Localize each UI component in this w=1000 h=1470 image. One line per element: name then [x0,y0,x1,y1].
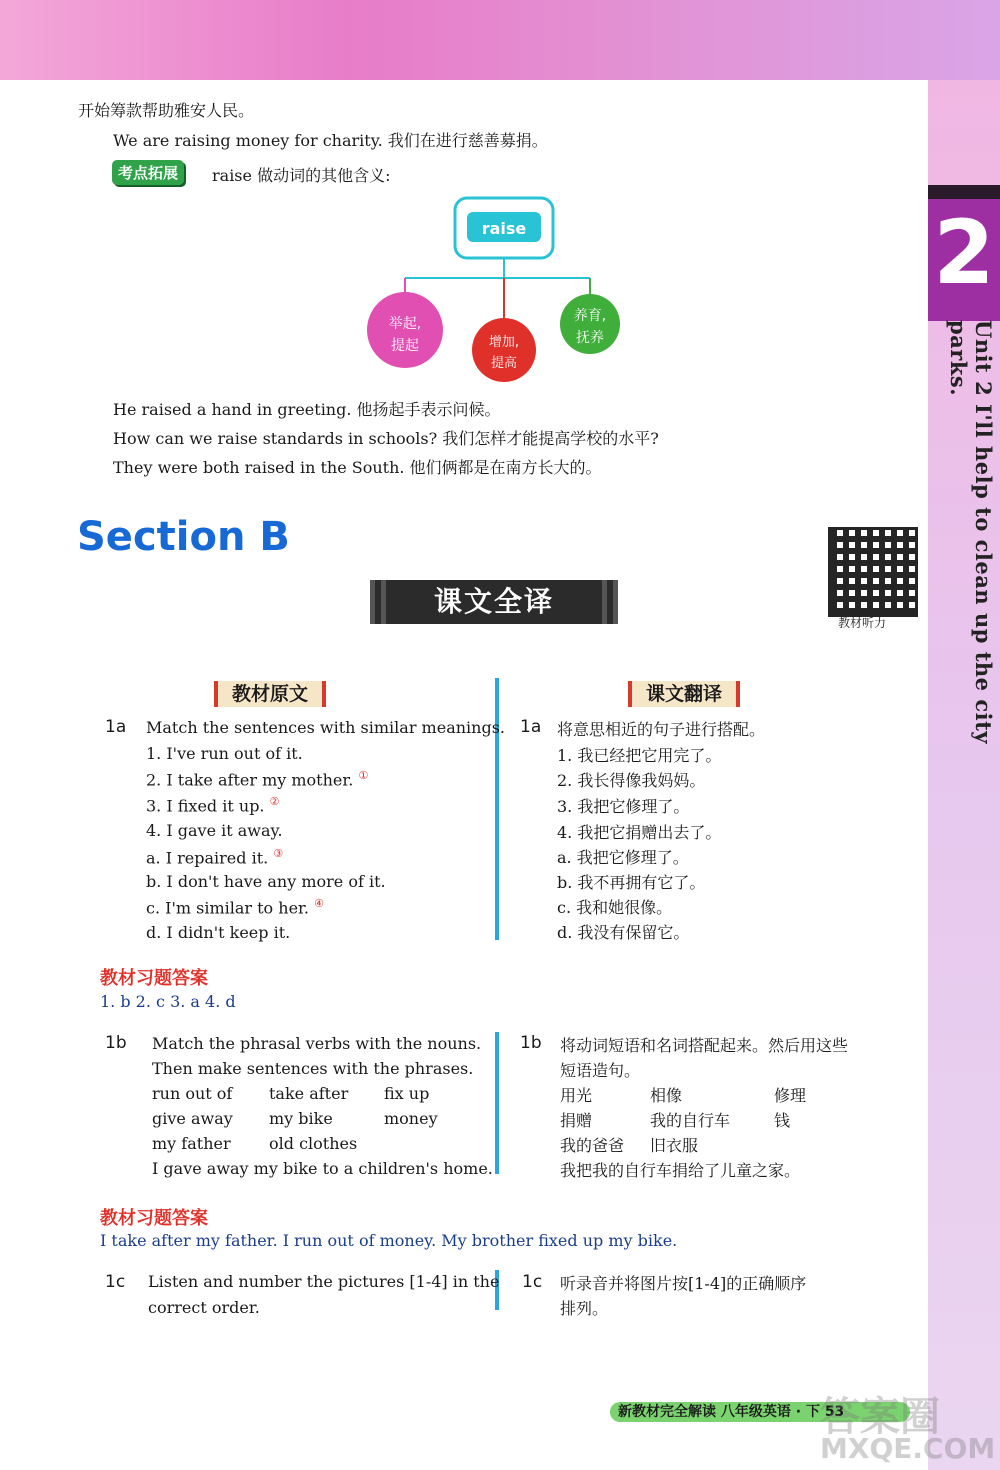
ex1a-zh-1: 1. 我已经把它用完了。 [557,746,722,765]
example-3: They were both raised in the South. 他们俩都是在南方长大的。 [113,458,602,477]
translation-heading: 课文翻译 [628,681,740,707]
ex1c-zh-2: 排列。 [560,1299,609,1318]
ex1b-en-grid-2-1: give away [152,1109,233,1128]
ex1a-en-c [146,897,324,917]
ex1b-zh-1: 将动词短语和名词搭配起来。然后用这些 [560,1036,849,1055]
column-divider-1b [495,1032,499,1174]
diagram-node-3-label-2: 抚养 [576,330,604,346]
ex1b-en-grid-1-2: take after [269,1084,349,1103]
ex1a-en-1: 1. I've run out of it. [146,744,303,763]
ex1b-zh-grid-1-2: 相像 [650,1086,683,1105]
ex1a-zh-instruction: 将意思相近的句子进行搭配。 [557,720,766,739]
ex1b-zh-grid-3-2: 旧衣服 [650,1136,699,1155]
ex1a-en-a-text: a. I repaired it. [146,848,269,868]
exercise-1c-number-zh: 1c [522,1272,543,1292]
ex1a-en-instruction: Match the sentences with similar meanings. [146,718,505,737]
ex1a-zh-2: 2. 我长得像我妈妈。 [557,771,706,790]
diagram-root-label: raise [481,219,527,238]
top-decorative-band [0,0,1000,80]
ex1b-en-example: I gave away my bike to a children's home. [152,1159,493,1178]
ex1b-zh-grid-2-2: 我的自行车 [650,1111,731,1130]
diagram-node-3-label-1: 养育, [573,308,607,324]
note-marker-4[interactable]: ④ [314,897,324,910]
note-marker-2[interactable]: ② [269,795,280,808]
diagram-node-2-label-2: 提高 [490,356,518,371]
exercise-1b-number: 1b [105,1033,127,1053]
intro-line-1: 开始筹款帮助雅安人民。 [78,101,255,120]
watermark-url: MXQE.COM [820,1432,996,1465]
ex1a-en-a [146,847,283,867]
translation-banner: 课文全译 [370,580,618,624]
diagram-node-2-label-1: 增加, [488,335,520,350]
intro-line-2: We are raising money for charity. 我们在进行慈善募捐。 [113,131,548,150]
original-text-heading: 教材原文 [214,681,326,707]
ex1c-zh-1: 听录音并将图片按[1-4]的正确顺序 [560,1274,807,1293]
ex1b-en-2: Then make sentences with the phrases. [152,1059,474,1078]
exercise-1a-number-zh: 1a [520,717,542,737]
ex1b-en-grid-3-2: old clothes [269,1134,358,1153]
ex1b-en-grid-2-3: money [384,1109,438,1128]
ex1a-zh-b: b. 我不再拥有它了。 [557,873,706,892]
ex1a-en-2-text: 2. I take after my mother. [146,770,354,790]
ex1b-zh-grid-2-3: 钱 [774,1111,791,1130]
example-2: How can we raise standards in schools? 我们怎样才能提高学校的水平? [113,429,659,448]
section-title: Section B [77,514,290,560]
ex1a-zh-c: c. 我和她很像。 [557,898,673,917]
ex1b-zh-2: 短语造句。 [560,1061,641,1080]
qr-code[interactable] [828,527,918,617]
ex1b-en-grid-1-1: run out of [152,1084,233,1103]
unit-number-tab: 2 [928,185,1000,321]
ex1b-zh-grid-1-1: 用光 [560,1086,593,1105]
badge-text: raise 做动词的其他含义: [212,166,391,185]
ex1c-en-2: correct order. [148,1298,260,1317]
ex1a-zh-d: d. 我没有保留它。 [557,923,690,942]
ex1a-en-d: d. I didn't keep it. [146,923,291,942]
diagram-node-1-label-2: 提起 [391,338,419,354]
ex1b-en-grid-3-1: my father [152,1134,231,1153]
ex1a-zh-4: 4. 我把它捐赠出去了。 [557,823,722,842]
answers-heading-1a: 教材习题答案 [100,968,208,989]
footer-book-title: 新教材完全解读 八年级英语 · 下 53 [610,1402,910,1422]
ex1b-zh-grid-1-3: 修理 [774,1086,807,1105]
diagram-node-1-label-1: 举起, [388,316,422,332]
answers-1b: I take after my father. I run out of money. My brother fixed up my bike. [100,1231,678,1250]
diagram-node-2 [472,318,536,382]
qr-label: 教材听力 [838,616,887,630]
answers-1a: 1. b 2. c 3. a 4. d [100,992,236,1011]
ex1a-en-4: 4. I gave it away. [146,821,283,840]
ex1a-en-3 [146,795,279,815]
exercise-1c-number: 1c [105,1272,126,1292]
ex1a-en-c-text: c. I'm similar to her. [146,898,310,918]
raise-diagram [355,190,655,390]
key-point-badge: 考点拓展 [112,160,184,185]
exercise-1b-number-zh: 1b [520,1033,542,1053]
ex1b-en-grid-2-2: my bike [269,1109,333,1128]
note-marker-3[interactable]: ③ [273,847,284,860]
ex1b-zh-grid-3-1: 我的爸爸 [560,1136,625,1155]
ex1c-en-1: Listen and number the pictures [1-4] in the [148,1272,500,1291]
unit-title-vertical: Unit 2 I'll help to clean up the city parks. [946,320,996,745]
ex1a-en-3-text: 3. I fixed it up. [146,796,265,816]
example-1: He raised a hand in greeting. 他扬起手表示问候。 [113,400,501,419]
ex1a-zh-3: 3. 我把它修理了。 [557,797,690,816]
ex1a-en-b: b. I don't have any more of it. [146,872,386,891]
watermark-logo: 答案圈 [820,1394,940,1440]
note-marker-1[interactable]: ① [358,769,369,782]
exercise-1a-number: 1a [105,717,127,737]
ex1b-zh-grid-2-1: 捐赠 [560,1111,593,1130]
ex1b-en-1: Match the phrasal verbs with the nouns. [152,1034,482,1053]
ex1a-zh-a: a. 我把它修理了。 [557,848,689,867]
ex1b-en-grid-1-3: fix up [384,1084,430,1103]
answers-heading-1b: 教材习题答案 [100,1208,208,1229]
ex1a-en-2 [146,769,368,789]
ex1b-zh-example: 我把我的自行车捐给了儿童之家。 [560,1161,801,1180]
